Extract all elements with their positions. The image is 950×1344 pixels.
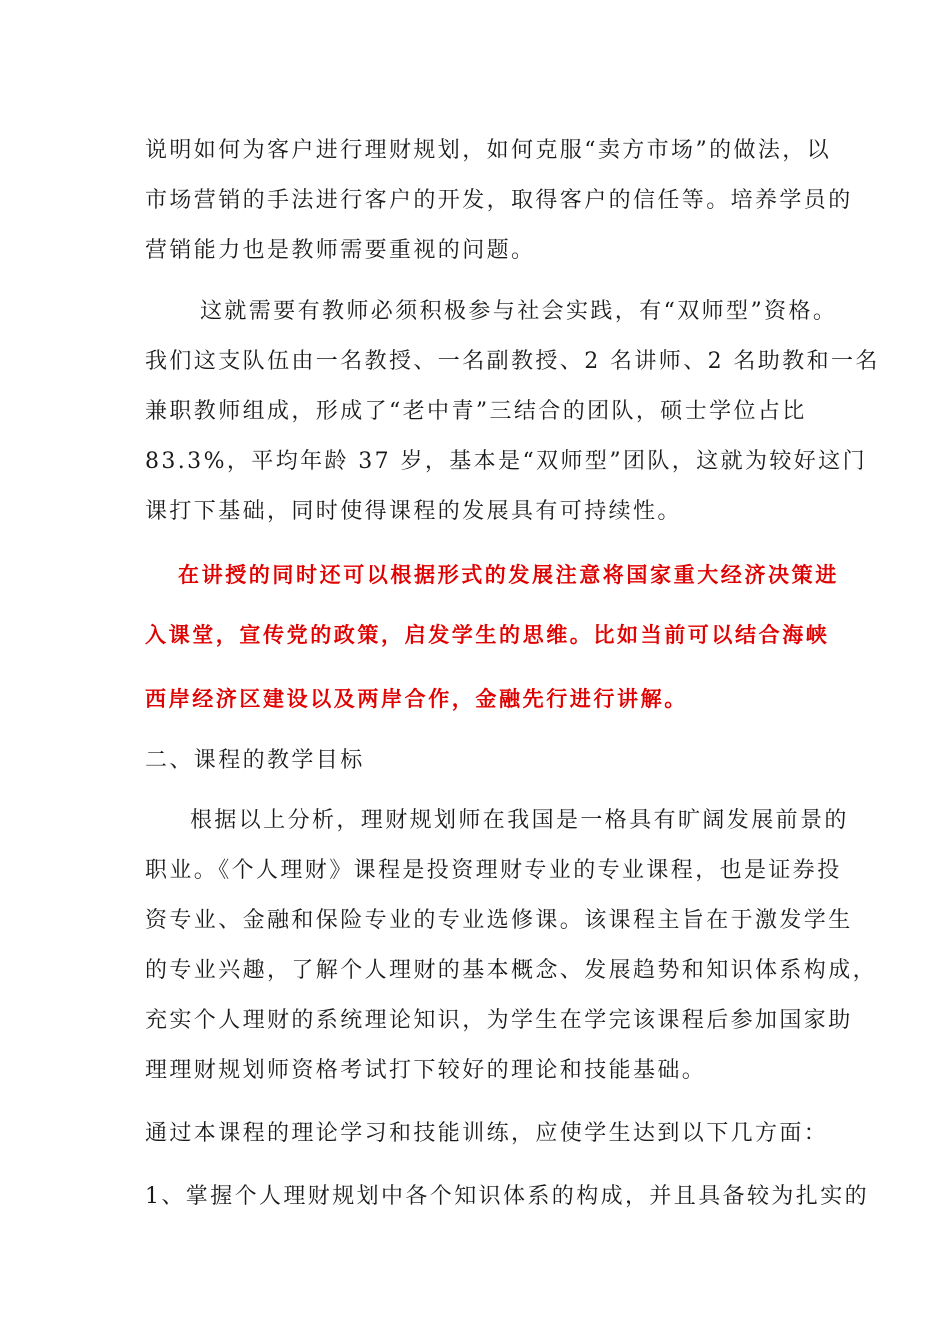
paragraph-line: 通过本课程的理论学习和技能训练，应使学生达到以下几方面： (145, 1121, 829, 1146)
paragraph-line: 课打下基础，同时使得课程的发展具有可持续性。 (145, 499, 682, 524)
paragraph-line: 充实个人理财的系统理论知识，为学生在学完该课程后参加国家助 (145, 1008, 853, 1033)
paragraph-line: 这就需要有教师必须积极参与社会实践，有“双师型”资格。 (200, 299, 838, 324)
paragraph-line: 我们这支队伍由一名教授、一名副教授、2 名讲师、2 名助教和一名 (145, 349, 880, 374)
paragraph-line: 营销能力也是教师需要重视的问题。 (145, 238, 536, 263)
highlighted-line: 在讲授的同时还可以根据形式的发展注意将国家重大经济决策进 (178, 563, 839, 587)
paragraph-line: 83.3%，平均年龄 37 岁，基本是“双师型”团队，这就为较好这门 (145, 449, 867, 474)
paragraph-line: 职业。《个人理财》课程是投资理财专业的专业课程，也是证券投 (145, 858, 842, 883)
section-heading: 二、课程的教学目标 (145, 748, 365, 773)
paragraph-line: 市场营销的手法进行客户的开发，取得客户的信任等。培养学员的 (145, 188, 853, 213)
paragraph-line: 根据以上分析，理财规划师在我国是一格具有旷阔发展前景的 (190, 808, 849, 833)
highlighted-line: 入课堂，宣传党的政策，启发学生的思维。比如当前可以结合海峡 (145, 623, 830, 647)
paragraph-line: 资专业、金融和保险专业的专业选修课。该课程主旨在于激发学生 (145, 908, 853, 933)
list-item: 1、掌握个人理财规划中各个知识体系的构成，并且具备较为扎实的 (145, 1184, 869, 1209)
paragraph-line: 兼职教师组成，形成了“老中青”三结合的团队，硕士学位占比 (145, 399, 807, 424)
paragraph-line: 理理财规划师资格考试打下较好的理论和技能基础。 (145, 1058, 707, 1083)
paragraph-line: 的专业兴趣，了解个人理财的基本概念、发展趋势和知识体系构成， (145, 958, 878, 983)
highlighted-line: 西岸经济区建设以及两岸合作，金融先行进行讲解。 (145, 687, 688, 711)
paragraph-line: 说明如何为客户进行理财规划，如何克服“卖方市场”的做法，以 (145, 138, 832, 163)
